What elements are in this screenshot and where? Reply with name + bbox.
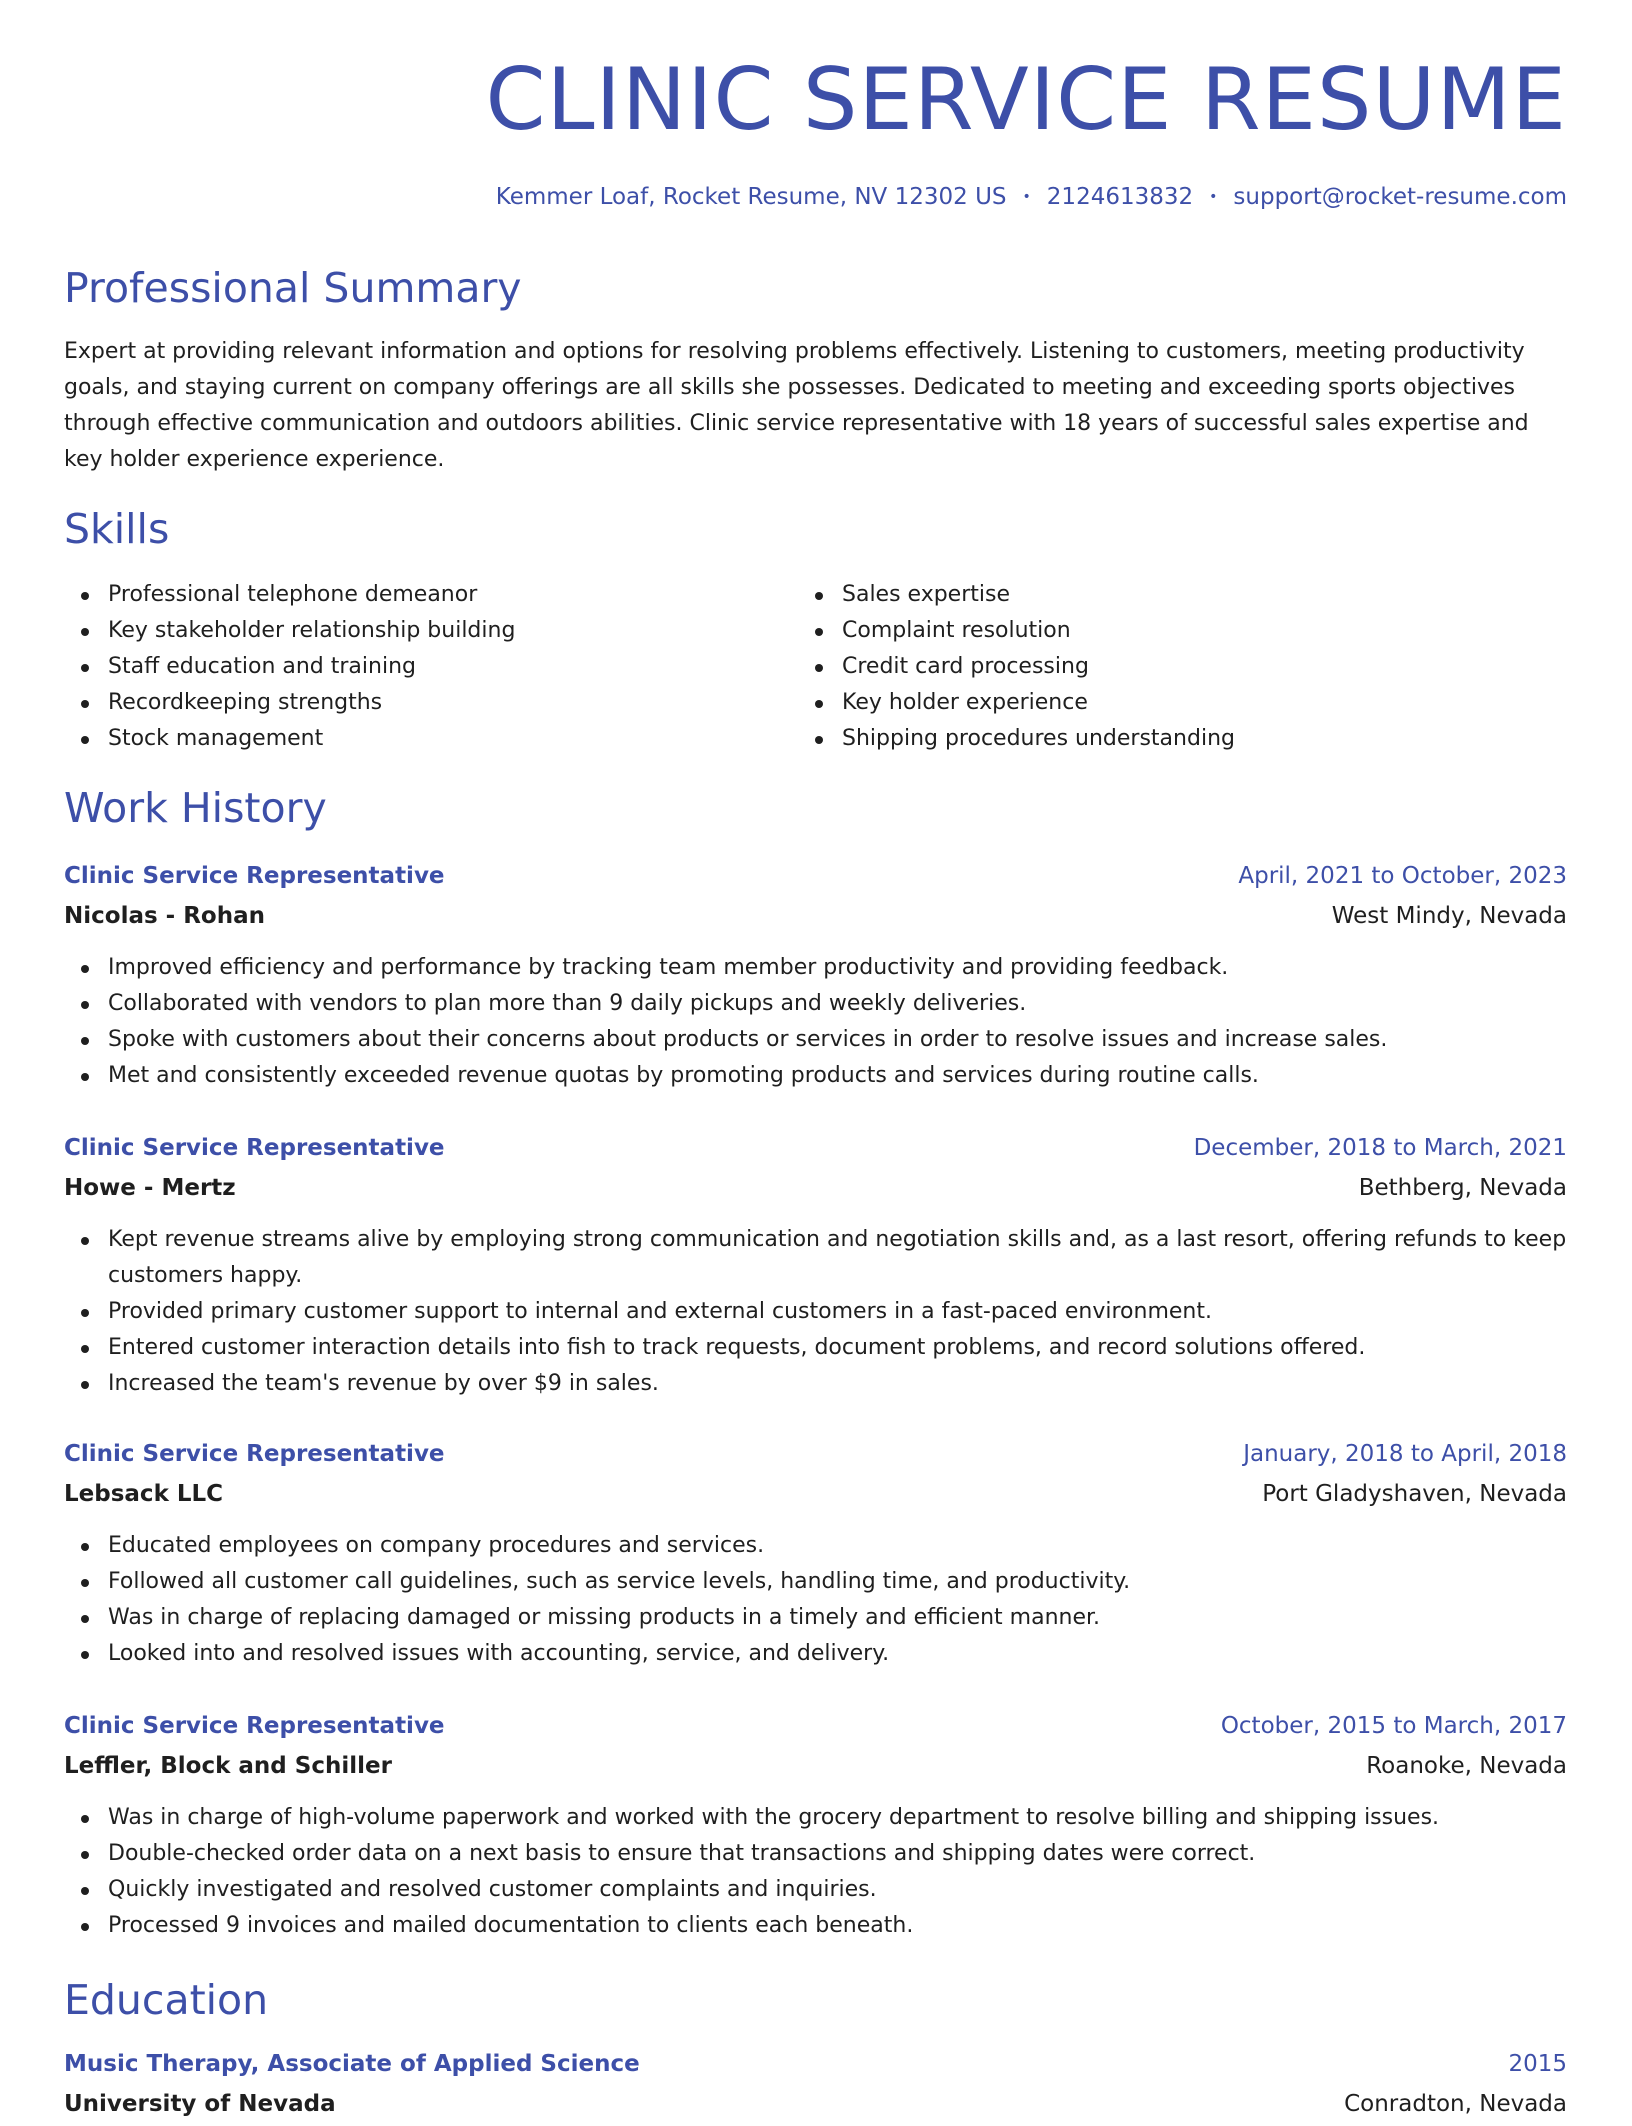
job-bullets: [64, 950, 1567, 1094]
job-bullet: Provided primary customer support to internal and external customers in a fast-paced environment.: [64, 1294, 1567, 1330]
job-entry: [64, 1708, 1567, 1944]
job-bullet: Double-checked order data on a next basis to ensure that transactions and shipping dates were correct.: [64, 1836, 1567, 1872]
skills-list-left: [64, 577, 764, 757]
job-entry: [64, 858, 1567, 1094]
job-bullet: Processed 9 invoices and mailed documentation to clients each beneath.: [64, 1908, 1567, 1944]
job-title: Clinic Service Representative: [64, 1441, 445, 1467]
job-bullets: [64, 1222, 1567, 1402]
education-header-row: [64, 2046, 1567, 2086]
job-bullet: Improved efficiency and performance by tracking team member productivity and providing feedback.: [64, 950, 1567, 986]
job-bullet: Followed all customer call guidelines, such as service levels, handling time, and productivity.: [64, 1564, 1567, 1600]
education-year: 2015: [1508, 2051, 1567, 2077]
job-header-row: [64, 1130, 1567, 1170]
contact-line: [496, 180, 1567, 214]
resume-title: CLINIC SERVICE RESUME: [485, 50, 1567, 150]
job-location: Roanoke, Nevada: [1366, 1753, 1567, 1779]
job-dates: October, 2015 to March, 2017: [1220, 1713, 1567, 1739]
contact-phone: 2124613832: [1046, 184, 1194, 210]
job-title: Clinic Service Representative: [64, 863, 445, 889]
job-location: West Mindy, Nevada: [1331, 903, 1567, 929]
job-employer-row: [64, 898, 1567, 938]
education-school-row: [64, 2086, 1567, 2126]
job-bullet: Increased the team's revenue by over $9 in sales.: [64, 1366, 1567, 1402]
skill-item: Stock management: [64, 721, 764, 757]
skill-item: Staff education and training: [64, 649, 764, 685]
section-title-summary: Professional Summary: [64, 264, 522, 312]
job-bullet: Looked into and resolved issues with accounting, service, and delivery.: [64, 1636, 1567, 1672]
job-entry: [64, 1436, 1567, 1672]
contact-separator: •: [1209, 189, 1218, 205]
job-employer: Lebsack LLC: [64, 1481, 224, 1507]
education-school: University of Nevada: [64, 2091, 336, 2117]
job-employer-row: [64, 1170, 1567, 1210]
job-bullet: Was in charge of replacing damaged or missing products in a timely and efficient manner.: [64, 1600, 1567, 1636]
skill-item: Key holder experience: [798, 685, 1498, 721]
job-bullet: Was in charge of high-volume paperwork and worked with the grocery department to resolve billing and shipping issues.: [64, 1800, 1567, 1836]
job-location: Port Gladyshaven, Nevada: [1262, 1481, 1567, 1507]
section-title-education: Education: [64, 1976, 269, 2024]
job-employer-row: [64, 1476, 1567, 1516]
job-dates: December, 2018 to March, 2021: [1193, 1135, 1567, 1161]
job-header-row: [64, 858, 1567, 898]
job-employer: Nicolas - Rohan: [64, 903, 266, 929]
contact-address: Kemmer Loaf, Rocket Resume, NV 12302 US: [495, 184, 1007, 210]
job-bullets: [64, 1528, 1567, 1672]
job-bullet: Entered customer interaction details into fish to track requests, document problems, and record solutions offered.: [64, 1330, 1567, 1366]
skill-item: Professional telephone demeanor: [64, 577, 764, 613]
job-entry: [64, 1130, 1567, 1402]
contact-separator: •: [1022, 189, 1031, 205]
job-employer-row: [64, 1748, 1567, 1788]
contact-email: support@rocket-resume.com: [1233, 184, 1567, 210]
job-header-row: [64, 1436, 1567, 1476]
job-bullet: Spoke with customers about their concerns about products or services in order to resolve issues and increase sales.: [64, 1022, 1567, 1058]
job-employer: Howe - Mertz: [64, 1175, 236, 1201]
job-location: Bethberg, Nevada: [1358, 1175, 1567, 1201]
section-title-skills: Skills: [64, 505, 170, 553]
job-bullet: Met and consistently exceeded revenue quotas by promoting products and services during routine calls.: [64, 1058, 1567, 1094]
job-employer: Leffler, Block and Schiller: [64, 1753, 392, 1779]
job-title: Clinic Service Representative: [64, 1135, 445, 1161]
skill-item: Complaint resolution: [798, 613, 1498, 649]
summary-text: Expert at providing relevant information and options for resolving problems effectively. Listening to customers, meeting productivity goals, and staying current on company offerings are all skills she possesses. Dedicated to meeting and exceeding sports objectives through effective communication and outdoors abilities. Clinic service representative with 18 years of successful sales expertise and key holder experience experience.: [64, 339, 1529, 472]
job-bullets: [64, 1800, 1567, 1944]
job-header-row: [64, 1708, 1567, 1748]
job-bullet: Educated employees on company procedures and services.: [64, 1528, 1567, 1564]
education-degree: Music Therapy, Associate of Applied Science: [64, 2051, 640, 2077]
skill-item: Key stakeholder relationship building: [64, 613, 764, 649]
job-dates: April, 2021 to October, 2023: [1238, 863, 1567, 889]
job-bullet: Quickly investigated and resolved customer complaints and inquiries.: [64, 1872, 1567, 1908]
skills-list-right: [798, 577, 1498, 757]
education-entry: [64, 2046, 1567, 2126]
job-title: Clinic Service Representative: [64, 1713, 445, 1739]
job-bullet: Collaborated with vendors to plan more than 9 daily pickups and weekly deliveries.: [64, 986, 1567, 1022]
skill-item: Recordkeeping strengths: [64, 685, 764, 721]
skill-item: Shipping procedures understanding: [798, 721, 1498, 757]
section-title-work-history: Work History: [64, 784, 327, 832]
skill-item: Sales expertise: [798, 577, 1498, 613]
education-location: Conradton, Nevada: [1344, 2091, 1567, 2117]
job-bullet: Kept revenue streams alive by employing strong communication and negotiation skills and, as a last resort, offering refunds to keep customers happy.: [64, 1222, 1567, 1294]
skill-item: Credit card processing: [798, 649, 1498, 685]
job-dates: January, 2018 to April, 2018: [1243, 1441, 1567, 1467]
